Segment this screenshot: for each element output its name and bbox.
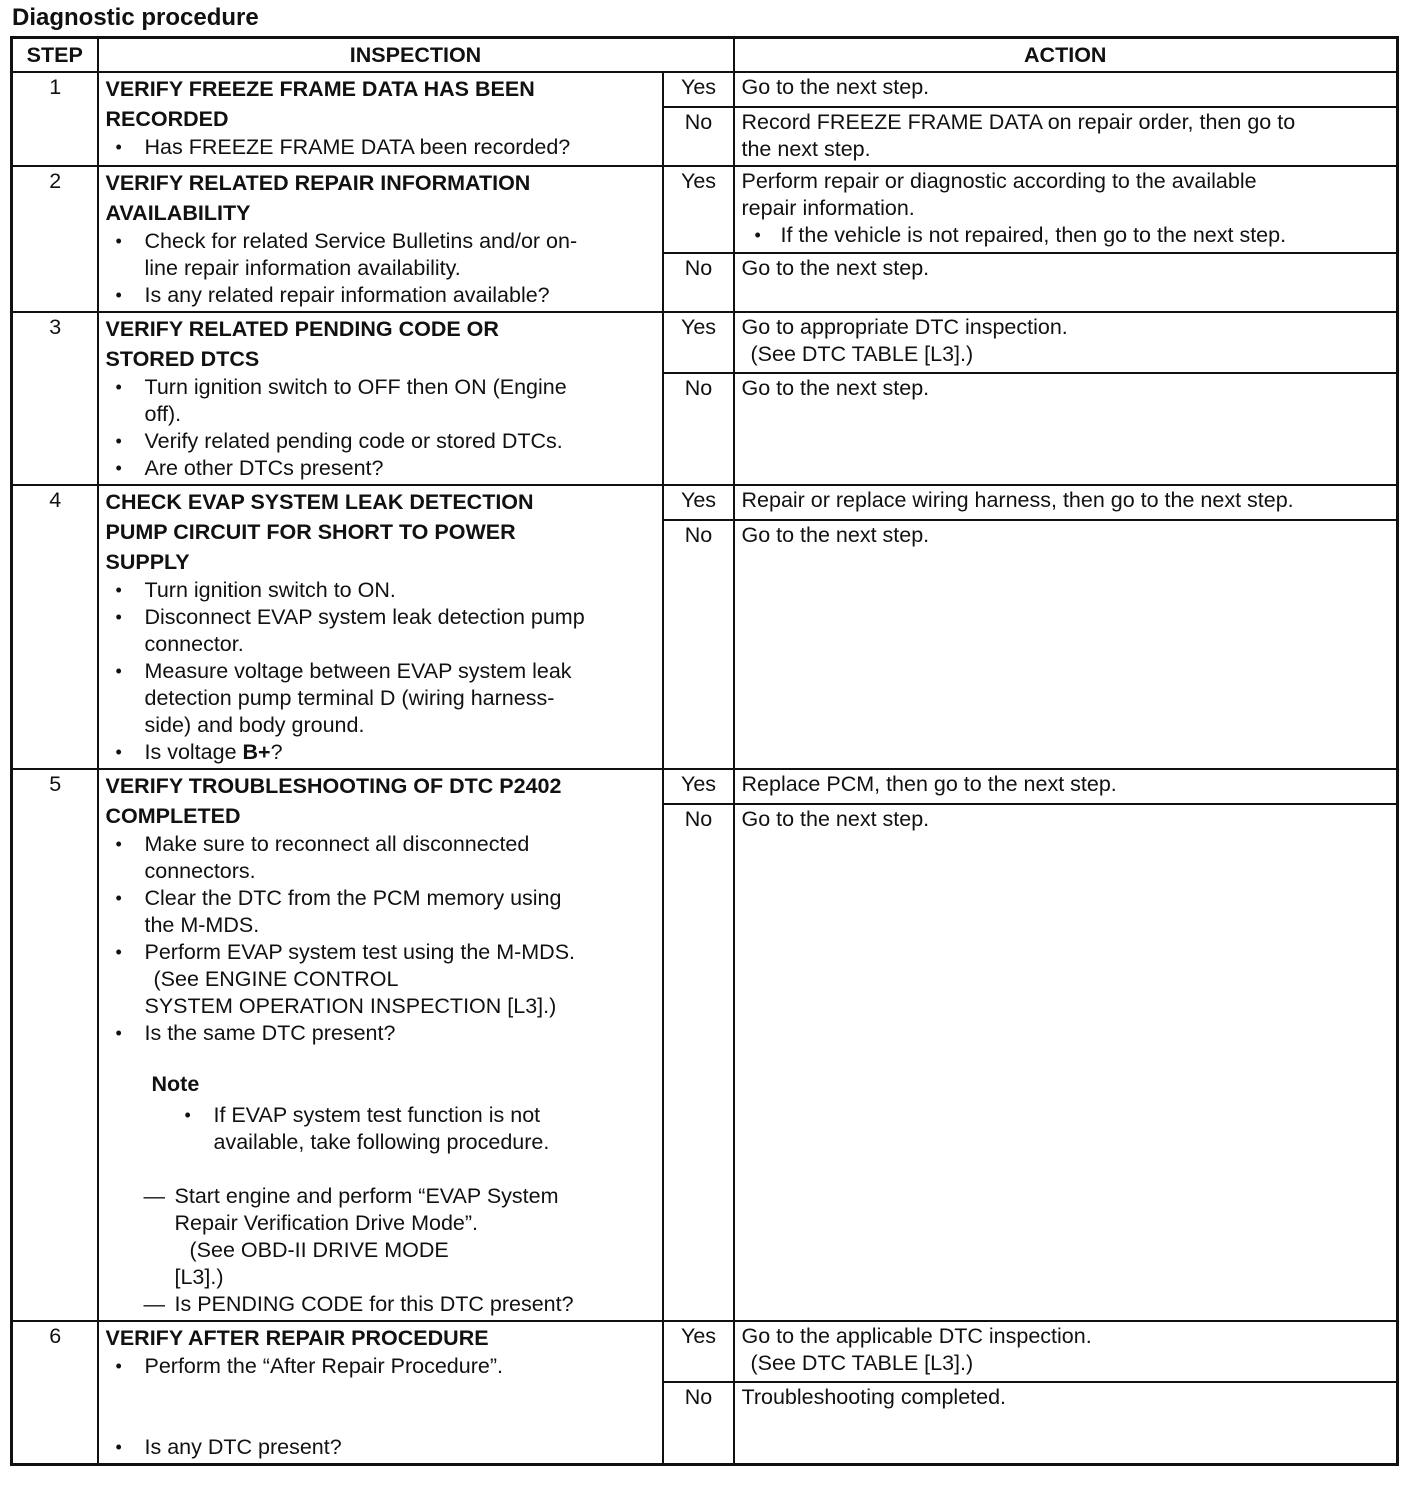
no-label: No [663, 804, 734, 1321]
step-2-inspection [98, 166, 663, 312]
inspection-title: VERIFY RELATED PENDING CODE OR STORED DTCS [105, 317, 499, 371]
dash-item: — Is PENDING CODE for this DTC present? [106, 1291, 656, 1318]
inspection-bullet: • Is any DTC present? [145, 1434, 656, 1461]
yes-label: Yes [663, 312, 734, 373]
inspection-bullet: • Perform the “After Repair Procedure”. [145, 1353, 656, 1380]
step-2-yes-row [12, 166, 1398, 253]
yes-label: Yes [663, 769, 734, 804]
inspection-bullet: • Clear the DTC from the PCM memory using the M-MDS. [145, 885, 656, 939]
action-no: Troubleshooting completed. [734, 1382, 1398, 1465]
inspection-bullet: • Has FREEZE FRAME DATA been recorded? [145, 134, 656, 161]
no-label: No [663, 373, 734, 485]
inspection-bullet: • Verify related pending code or stored DTCs. [145, 428, 656, 455]
step-3-yes-row [12, 312, 1398, 373]
reference-link: SYSTEM OPERATION INSPECTION [L3].) [144, 994, 557, 1018]
action-yes: Perform repair or diagnostic according to the available repair information. • If the vehicle is not repaired, then go to the next step. [734, 166, 1398, 253]
reference-link: (See DTC TABLE [L3].) [750, 342, 974, 366]
inspection-bullet: • Perform EVAP system test using the M-MDS. (See ENGINE CONTROL SYSTEM OPERATION INSPECTION [L3].) [145, 939, 656, 1020]
header-inspection: INSPECTION [98, 38, 734, 73]
header-row [12, 38, 1398, 73]
inspection-bullet: • Turn ignition switch to ON. [145, 577, 656, 604]
step-number: 6 [12, 1321, 98, 1465]
inspection-bullet: • Is the same DTC present? [145, 1020, 656, 1047]
yes-label: Yes [663, 72, 734, 107]
inspection-title: VERIFY TROUBLESHOOTING OF DTC P2402 COMPLETED [105, 774, 562, 828]
inspection-bullet: • Measure voltage between EVAP system leak detection pump terminal D (wiring harness- side) and body ground. [145, 658, 656, 739]
reference-link: [L3].) [174, 1265, 224, 1289]
step-3-inspection [98, 312, 663, 485]
no-label: No [663, 1382, 734, 1465]
note-heading: Note [151, 1072, 200, 1096]
step-4-inspection [98, 485, 663, 769]
reference-link: (See OBD-II DRIVE MODE [189, 1238, 449, 1262]
dash-item: — Start engine and perform “EVAP System Repair Verification Drive Mode”. (See OBD-II DRIVE MODE [L3].) [106, 1183, 656, 1291]
step-5-yes-row [12, 769, 1398, 804]
inspection-bullet: • Make sure to reconnect all disconnected connectors. [145, 831, 656, 885]
step-1-yes-row [12, 72, 1398, 107]
action-yes: Go to the next step. [734, 72, 1398, 107]
note-bullet: • If EVAP system test function is not available, take following procedure. [214, 1102, 656, 1156]
step-number: 5 [12, 769, 98, 1321]
step-1-inspection [98, 72, 663, 166]
no-label: No [663, 520, 734, 769]
step-number: 4 [12, 485, 98, 769]
no-label: No [663, 107, 734, 166]
action-yes: Replace PCM, then go to the next step. [734, 769, 1398, 804]
action-yes: Repair or replace wiring harness, then go to the next step. [734, 485, 1398, 520]
inspection-bullet: • Turn ignition switch to OFF then ON (Engine off). [145, 374, 656, 428]
yes-label: Yes [663, 1321, 734, 1382]
action-no: Go to the next step. [734, 373, 1398, 485]
step-number: 1 [12, 72, 98, 166]
yes-label: Yes [663, 485, 734, 520]
yes-label: Yes [663, 166, 734, 253]
inspection-bullet: • Is voltage B+? [145, 739, 656, 766]
header-action: ACTION [734, 38, 1398, 73]
reference-link: (See ENGINE CONTROL [153, 967, 399, 991]
step-number: 3 [12, 312, 98, 485]
inspection-bullet: • Check for related Service Bulletins and/or on- line repair information availability. [145, 228, 656, 282]
inspection-title: VERIFY AFTER REPAIR PROCEDURE [105, 1326, 489, 1350]
action-no: Go to the next step. [734, 253, 1398, 312]
inspection-title: VERIFY FREEZE FRAME DATA HAS BEEN RECORDED [105, 77, 535, 131]
step-6-inspection [98, 1321, 663, 1465]
action-bullet: • If the vehicle is not repaired, then go to the next step. [781, 222, 1391, 249]
page-title: Diagnostic procedure [12, 4, 259, 31]
inspection-bullet: • Are other DTCs present? [145, 455, 656, 482]
step-number: 2 [12, 166, 98, 312]
inspection-title: CHECK EVAP SYSTEM LEAK DETECTION PUMP CIRCUIT FOR SHORT TO POWER SUPPLY [105, 490, 534, 574]
diagnostic-procedure-table [10, 36, 1399, 1466]
action-yes: Go to the applicable DTC inspection. (See DTC TABLE [L3].) [734, 1321, 1398, 1382]
reference-link: (See DTC TABLE [L3].) [750, 1351, 974, 1375]
action-no: Go to the next step. [734, 520, 1398, 769]
no-label: No [663, 253, 734, 312]
inspection-title: VERIFY RELATED REPAIR INFORMATION AVAILABILITY [105, 171, 531, 225]
step-6-yes-row [12, 1321, 1398, 1382]
action-no: Record FREEZE FRAME DATA on repair order, then go to the next step. [734, 107, 1398, 166]
header-step: STEP [12, 38, 98, 73]
action-no: Go to the next step. [734, 804, 1398, 1321]
step-5-inspection [98, 769, 663, 1321]
action-yes: Go to appropriate DTC inspection. (See DTC TABLE [L3].) [734, 312, 1398, 373]
inspection-bullet: • Disconnect EVAP system leak detection pump connector. [145, 604, 656, 658]
inspection-bullet: • Is any related repair information available? [145, 282, 656, 309]
step-4-yes-row [12, 485, 1398, 520]
